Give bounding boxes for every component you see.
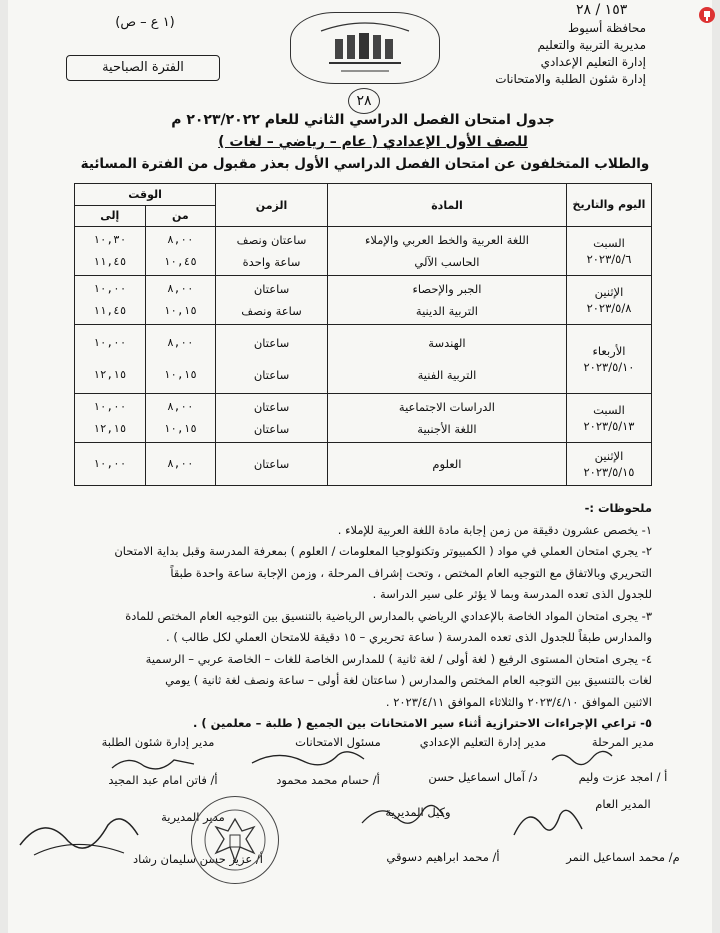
org-line: مديرية التربية والتعليم xyxy=(537,38,646,52)
time-to: ١٢,١٥ xyxy=(93,422,127,435)
duration: ساعة ونصف xyxy=(241,304,302,318)
day-date: ٢٠٢٣/٥/٨ xyxy=(586,301,632,315)
subject-cell xyxy=(327,443,566,486)
time-from: ١٠,١٥ xyxy=(163,422,197,435)
day-cell xyxy=(566,276,651,325)
duration-cell xyxy=(216,443,328,486)
org-line: إدارة شئون الطلبة والامتحانات xyxy=(495,72,646,86)
table-row xyxy=(75,276,652,325)
org-line: إدارة التعليم الإعدادي xyxy=(540,55,646,69)
time-to: ١٠,٠٠ xyxy=(93,282,127,295)
org-header xyxy=(456,20,646,88)
handwritten-number: ٢٨ xyxy=(348,88,380,114)
time-from: ٨,٠٠ xyxy=(167,400,194,413)
signature-name: أ/ محمد ابراهيم دسوقي xyxy=(386,850,500,864)
signature-title: مدير إدارة شئون الطلبة xyxy=(101,735,215,749)
subject: الهندسة xyxy=(428,336,466,350)
to-cell xyxy=(75,394,146,443)
time-from: ١٠,٤٥ xyxy=(163,255,197,268)
handwritten-signature xyxy=(358,795,448,835)
time-from: ٨,٠٠ xyxy=(167,336,194,349)
from-cell xyxy=(145,276,216,325)
time-to: ١٠,٣٠ xyxy=(93,233,127,246)
time-from: ٨,٠٠ xyxy=(167,282,194,295)
day-cell xyxy=(566,325,651,394)
time-from: ٨,٠٠ xyxy=(167,457,194,470)
day-name: الإثنين xyxy=(594,285,624,299)
signature-title: وكيل المديرية xyxy=(385,805,451,819)
handwritten-signature xyxy=(248,745,368,773)
signature-title: مسئول الامتحانات xyxy=(295,735,381,749)
page-number: ١٥٣ / ٢٨ xyxy=(576,2,628,18)
duration: ساعتان xyxy=(253,336,290,350)
day-date: ٢٠٢٣/٥/١٠ xyxy=(583,360,635,374)
note-line: ٥- تراعي الإجراءات الاحترازية أثناء سير الامتحانات بين الجميع ( طلبة – معلمين ) . xyxy=(192,716,652,730)
to-cell xyxy=(75,227,146,276)
signature-title: مدير المرحلة xyxy=(591,735,655,749)
time-from: ١٠,١٥ xyxy=(163,368,197,381)
signature-title: المدير العام xyxy=(595,797,651,811)
signature-name: أ/ عزيز حسن سليمان رشاد xyxy=(133,852,263,866)
from-cell xyxy=(145,325,216,394)
signature-name: أ/ فاتن امام عبد المجيد xyxy=(108,773,218,787)
duration: ساعتان xyxy=(253,282,290,296)
time-to: ١٢,١٥ xyxy=(93,368,127,381)
notes-heading: ملحوظات :- xyxy=(584,501,652,515)
header-day: اليوم والتاريخ xyxy=(566,184,651,227)
time-to: ١١,٤٥ xyxy=(93,304,127,317)
handwritten-signature xyxy=(108,752,198,774)
table-row xyxy=(75,325,652,394)
subject-cell xyxy=(327,276,566,325)
subject: التربية الدينية xyxy=(415,304,478,318)
note-line: ٣- يجرى امتحان المواد الخاصة بالإعدادي الرياضي بالمدارس الرياضية بالتنسيق بين التوجيه العام المختص للمادة xyxy=(125,608,652,623)
day-date: ٢٠٢٣/٥/١٣ xyxy=(583,419,635,433)
org-line: محافظة أسيوط xyxy=(568,21,646,35)
duration: ساعة واحدة xyxy=(242,255,301,269)
duration: ساعتان xyxy=(253,400,290,414)
table-row xyxy=(75,227,652,276)
logo-emblem-icon xyxy=(291,13,439,83)
header-subject: المادة xyxy=(327,184,566,227)
from-cell xyxy=(145,394,216,443)
title-line-2: للصف الأول الإعدادي ( عام – رياضي – لغات ) xyxy=(218,134,528,150)
signature-name: أ/ حسام محمد محمود xyxy=(276,773,380,787)
subject: الدراسات الاجتماعية xyxy=(398,400,495,414)
header-from: من xyxy=(145,205,216,227)
day-date: ٢٠٢٣/٥/١٥ xyxy=(583,465,635,479)
duration: ساعتان xyxy=(253,422,290,436)
header-time: الوقت xyxy=(75,184,216,206)
signature-name: أ / امجد عزت وليم xyxy=(578,770,668,784)
to-cell xyxy=(75,325,146,394)
time-from: ٨,٠٠ xyxy=(167,233,194,246)
subject: اللغة العربية والخط العربي والإملاء xyxy=(364,233,529,247)
duration-cell xyxy=(216,394,328,443)
day-cell xyxy=(566,394,651,443)
exam-schedule-table xyxy=(74,183,652,486)
subject: الجبر والإحصاء xyxy=(412,282,482,296)
handwritten-signature xyxy=(548,748,618,768)
to-cell xyxy=(75,276,146,325)
subject-cell xyxy=(327,325,566,394)
subject: الحاسب الآلي xyxy=(414,255,480,269)
handwritten-signature xyxy=(14,805,144,865)
time-to: ١١,٤٥ xyxy=(93,255,127,268)
table-row xyxy=(75,443,652,486)
signature-name: د/ آمال اسماعيل حسن xyxy=(428,770,538,784)
notes-section xyxy=(74,498,652,735)
time-from: ١٠,١٥ xyxy=(163,304,197,317)
form-code: (١ ع – ص) xyxy=(115,15,175,30)
title-line-3: والطلاب المتخلفون عن امتحان الفصل الدراسي الأول بعذر مقبول من الفترة المسائية xyxy=(80,156,650,172)
duration: ساعتان xyxy=(253,368,290,382)
day-cell xyxy=(566,443,651,486)
title-line-1: جدول امتحان الفصل الدراسي الثاني للعام ٢٠٢٣/٢٠٢٢ م xyxy=(171,112,555,128)
table-row xyxy=(75,394,652,443)
duration: ساعتان xyxy=(253,457,290,471)
day-name: السبت xyxy=(593,236,625,250)
time-to: ١٠,٠٠ xyxy=(93,457,127,470)
day-name: الأربعاء xyxy=(592,344,626,358)
from-cell xyxy=(145,443,216,486)
day-date: ٢٠٢٣/٥/٦ xyxy=(586,252,632,266)
subject-cell xyxy=(327,394,566,443)
shift-label: الفترة الصباحية xyxy=(66,55,220,81)
subject-cell xyxy=(327,227,566,276)
day-cell xyxy=(566,227,651,276)
duration-cell xyxy=(216,325,328,394)
to-cell xyxy=(75,443,146,486)
signature-name: م/ محمد اسماعيل النمر xyxy=(566,850,680,864)
day-name: الإثنين xyxy=(594,449,624,463)
eagle-emblem-icon xyxy=(192,797,278,883)
note-line: ٤- يجرى امتحان المستوى الرفيع ( لغة أولى / لغة ثانية ) للمدارس الخاصة للغات – الخاصة عربي – الرسمية xyxy=(145,651,652,666)
signature-title: مدير المديرية xyxy=(161,810,225,824)
duration-cell xyxy=(216,276,328,325)
pin-icon[interactable] xyxy=(698,6,716,24)
time-to: ١٠,٠٠ xyxy=(93,336,127,349)
subject: العلوم xyxy=(432,457,462,471)
note-line: لغات بالتنسيق بين التوجيه العام المختص والمدارس ( ساعتان لغة أولى – ساعة ونصف لغة ثانية ) يومي xyxy=(165,673,652,687)
ministry-logo xyxy=(290,12,440,84)
official-seal xyxy=(191,796,279,884)
day-name: السبت xyxy=(593,403,625,417)
handwritten-signature xyxy=(508,795,588,845)
header-to: إلى xyxy=(75,205,146,227)
signature-title: مدير إدارة التعليم الإعدادي xyxy=(419,735,547,749)
document-page xyxy=(8,0,712,933)
header-duration: الزمن xyxy=(216,184,328,227)
subject: اللغة الأجنبية xyxy=(417,422,477,436)
subject: التربية الفنية xyxy=(417,368,477,382)
note-line: للجدول الذى تعده المدرسة وبما لا يؤثر على سير الدراسة . xyxy=(372,587,652,601)
note-line: ٢- يجري امتحان العملي في مواد ( الكمبيوتر وتكنولوجيا المعلومات / العلوم ) بمعرفة المدرسة وقبل بداية الامتحان xyxy=(114,544,652,558)
time-to: ١٠,٠٠ xyxy=(93,400,127,413)
note-line: التحريري وبالاتفاق مع التوجيه العام المختص ، وتحت إشراف المرحلة ، وزمن الإجابة ساعة واحدة طبقاً xyxy=(170,565,652,580)
note-line: ١- يخصص عشرون دقيقة من زمن إجابة مادة اللغة العربية للإملاء . xyxy=(337,522,652,537)
duration: ساعتان ونصف xyxy=(236,233,307,247)
note-line: الاثنين الموافق ٢٠٢٣/٤/١٠ والثلاثاء الموافق ٢٠٢٣/٤/١١ . xyxy=(385,694,652,709)
from-cell xyxy=(145,227,216,276)
note-line: والمدارس طبقاً للجدول الذى تعده المدرسة ( ساعة تحريري – ١٥ دقيقة للامتحان العملي لكل طالب ) . xyxy=(166,630,652,644)
duration-cell xyxy=(216,227,328,276)
